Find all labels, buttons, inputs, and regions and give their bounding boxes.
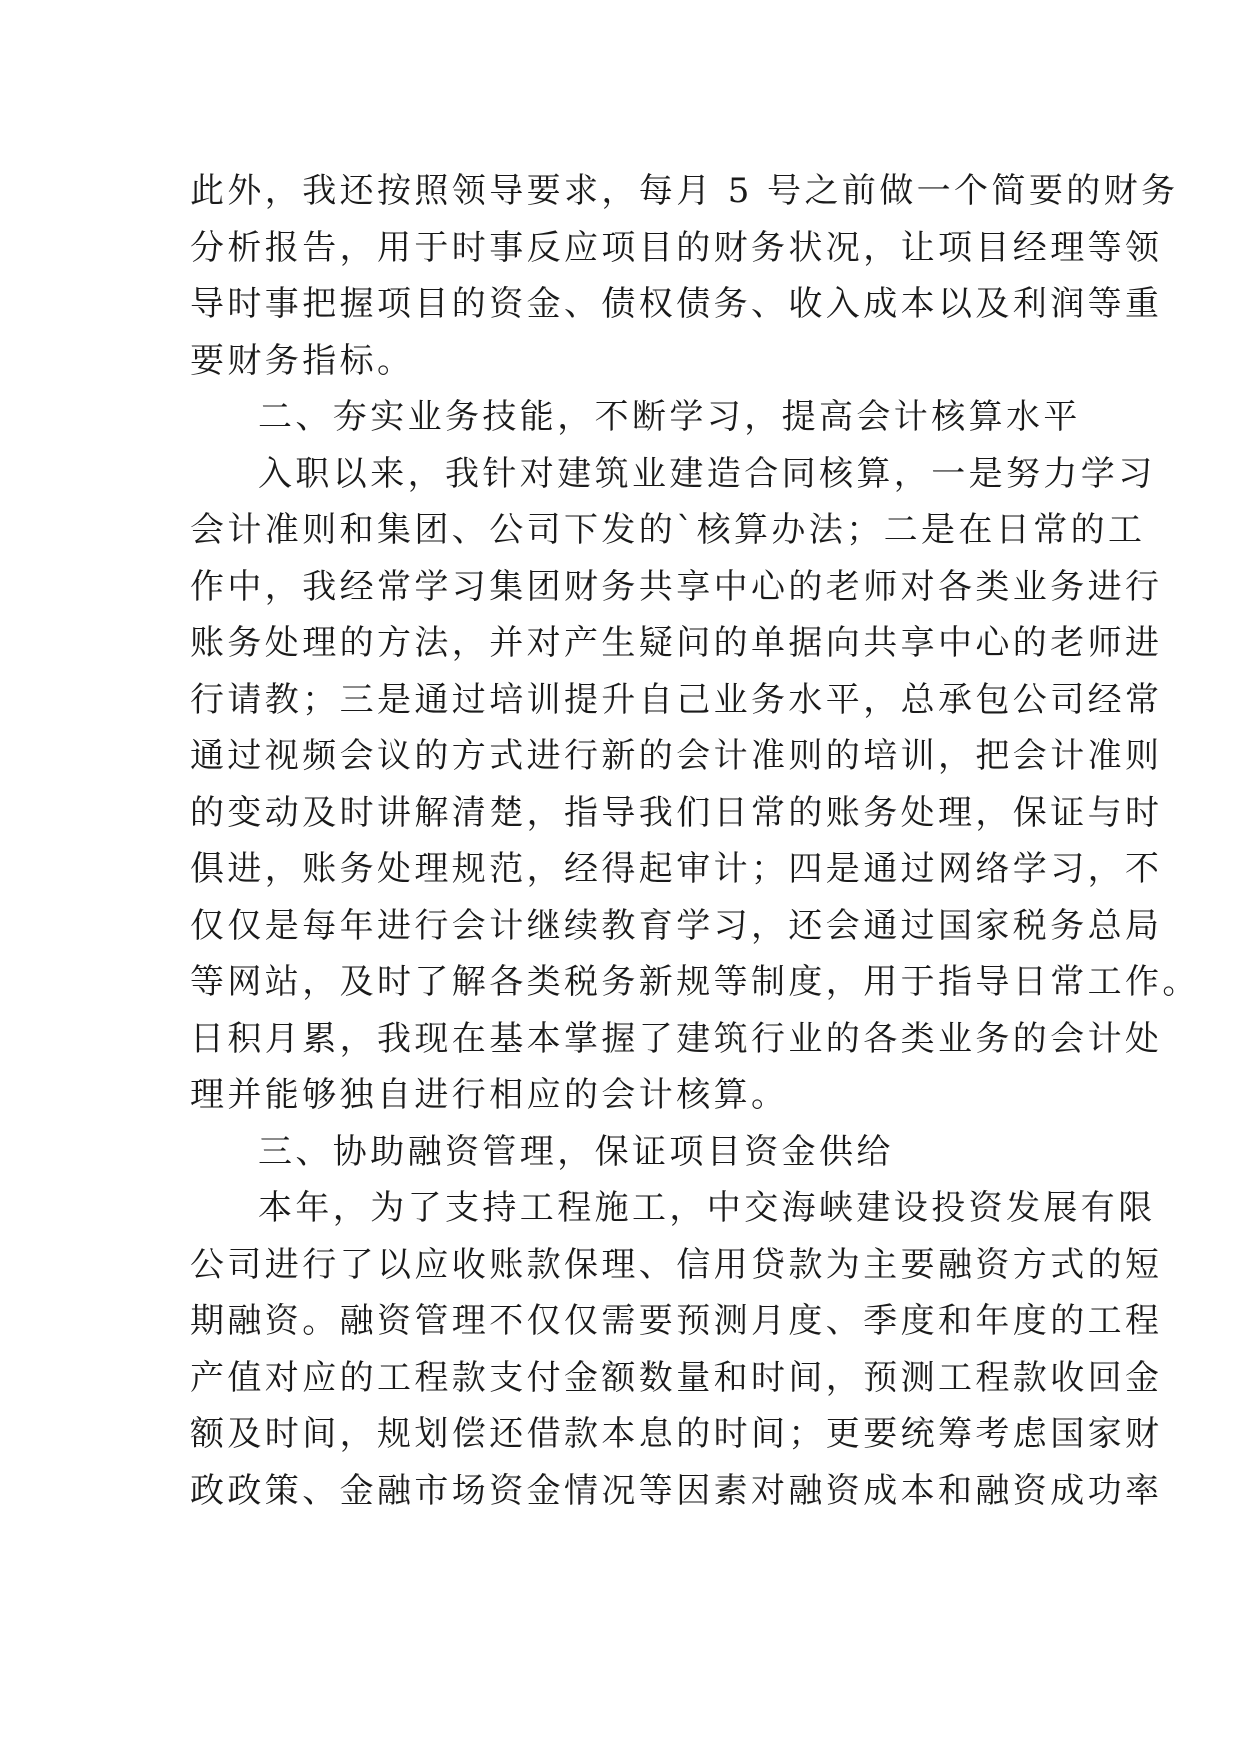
text-line: 额及时间，规划偿还借款本息的时间；更要统筹考虑国家财	[190, 1414, 1163, 1454]
text-line: 等网站，及时了解各类税务新规等制度，用于指导日常工作。	[190, 962, 1200, 1002]
text-line: 账务处理的方法，并对产生疑问的单据向共享中心的老师进	[190, 623, 1163, 663]
text-line: 行请教；三是通过培训提升自己业务水平，总承包公司经常	[190, 679, 1163, 720]
text-line: 会计准则和集团、公司下发的`核算办法；二是在日常的工	[190, 510, 1146, 550]
text-line: 的变动及时讲解清楚，指导我们日常的账务处理，保证与时	[190, 792, 1163, 833]
text-line: 二、夯实业务技能，不断学习，提高会计核算水平	[258, 397, 1081, 437]
text-line: 三、协助融资管理，保证项目资金供给	[258, 1131, 894, 1172]
text-line: 要财务指标。	[190, 340, 415, 381]
text-line: 本年，为了支持工程施工，中交海峡建设投资发展有限	[258, 1188, 1156, 1228]
text-line: 仅仅是每年进行会计继续教育学习，还会通过国家税务总局	[190, 905, 1163, 946]
text-line: 政政策、金融市场资金情况等因素对融资成本和融资成功率	[190, 1470, 1163, 1511]
text-line: 导时事把握项目的资金、债权债务、收入成本以及利润等重	[190, 284, 1163, 324]
text-line: 入职以来，我针对建筑业建造合同核算，一是努力学习	[258, 453, 1156, 494]
text-line: 期融资。融资管理不仅仅需要预测月度、季度和年度的工程	[190, 1301, 1163, 1341]
text-line: 作中，我经常学习集团财务共享中心的老师对各类业务进行	[190, 566, 1163, 607]
text-line: 公司进行了以应收账款保理、信用贷款为主要融资方式的短	[190, 1244, 1163, 1285]
text-line: 日积月累，我现在基本掌握了建筑行业的各类业务的会计处	[190, 1018, 1163, 1059]
text-line: 分析报告，用于时事反应项目的财务状况，让项目经理等领	[190, 227, 1163, 268]
document-body	[190, 163, 1200, 1519]
text-line: 此外，我还按照领导要求，每月 5 号之前做一个简要的财务	[190, 171, 1179, 211]
text-line: 俱进，账务处理规范，经得起审计；四是通过网络学习，不	[190, 849, 1163, 889]
text-line: 通过视频会议的方式进行新的会计准则的培训，把会计准则	[190, 736, 1163, 776]
text-line: 理并能够独自进行相应的会计核算。	[190, 1075, 789, 1115]
text-line: 产值对应的工程款支付金额数量和时间，预测工程款收回金	[190, 1357, 1163, 1398]
